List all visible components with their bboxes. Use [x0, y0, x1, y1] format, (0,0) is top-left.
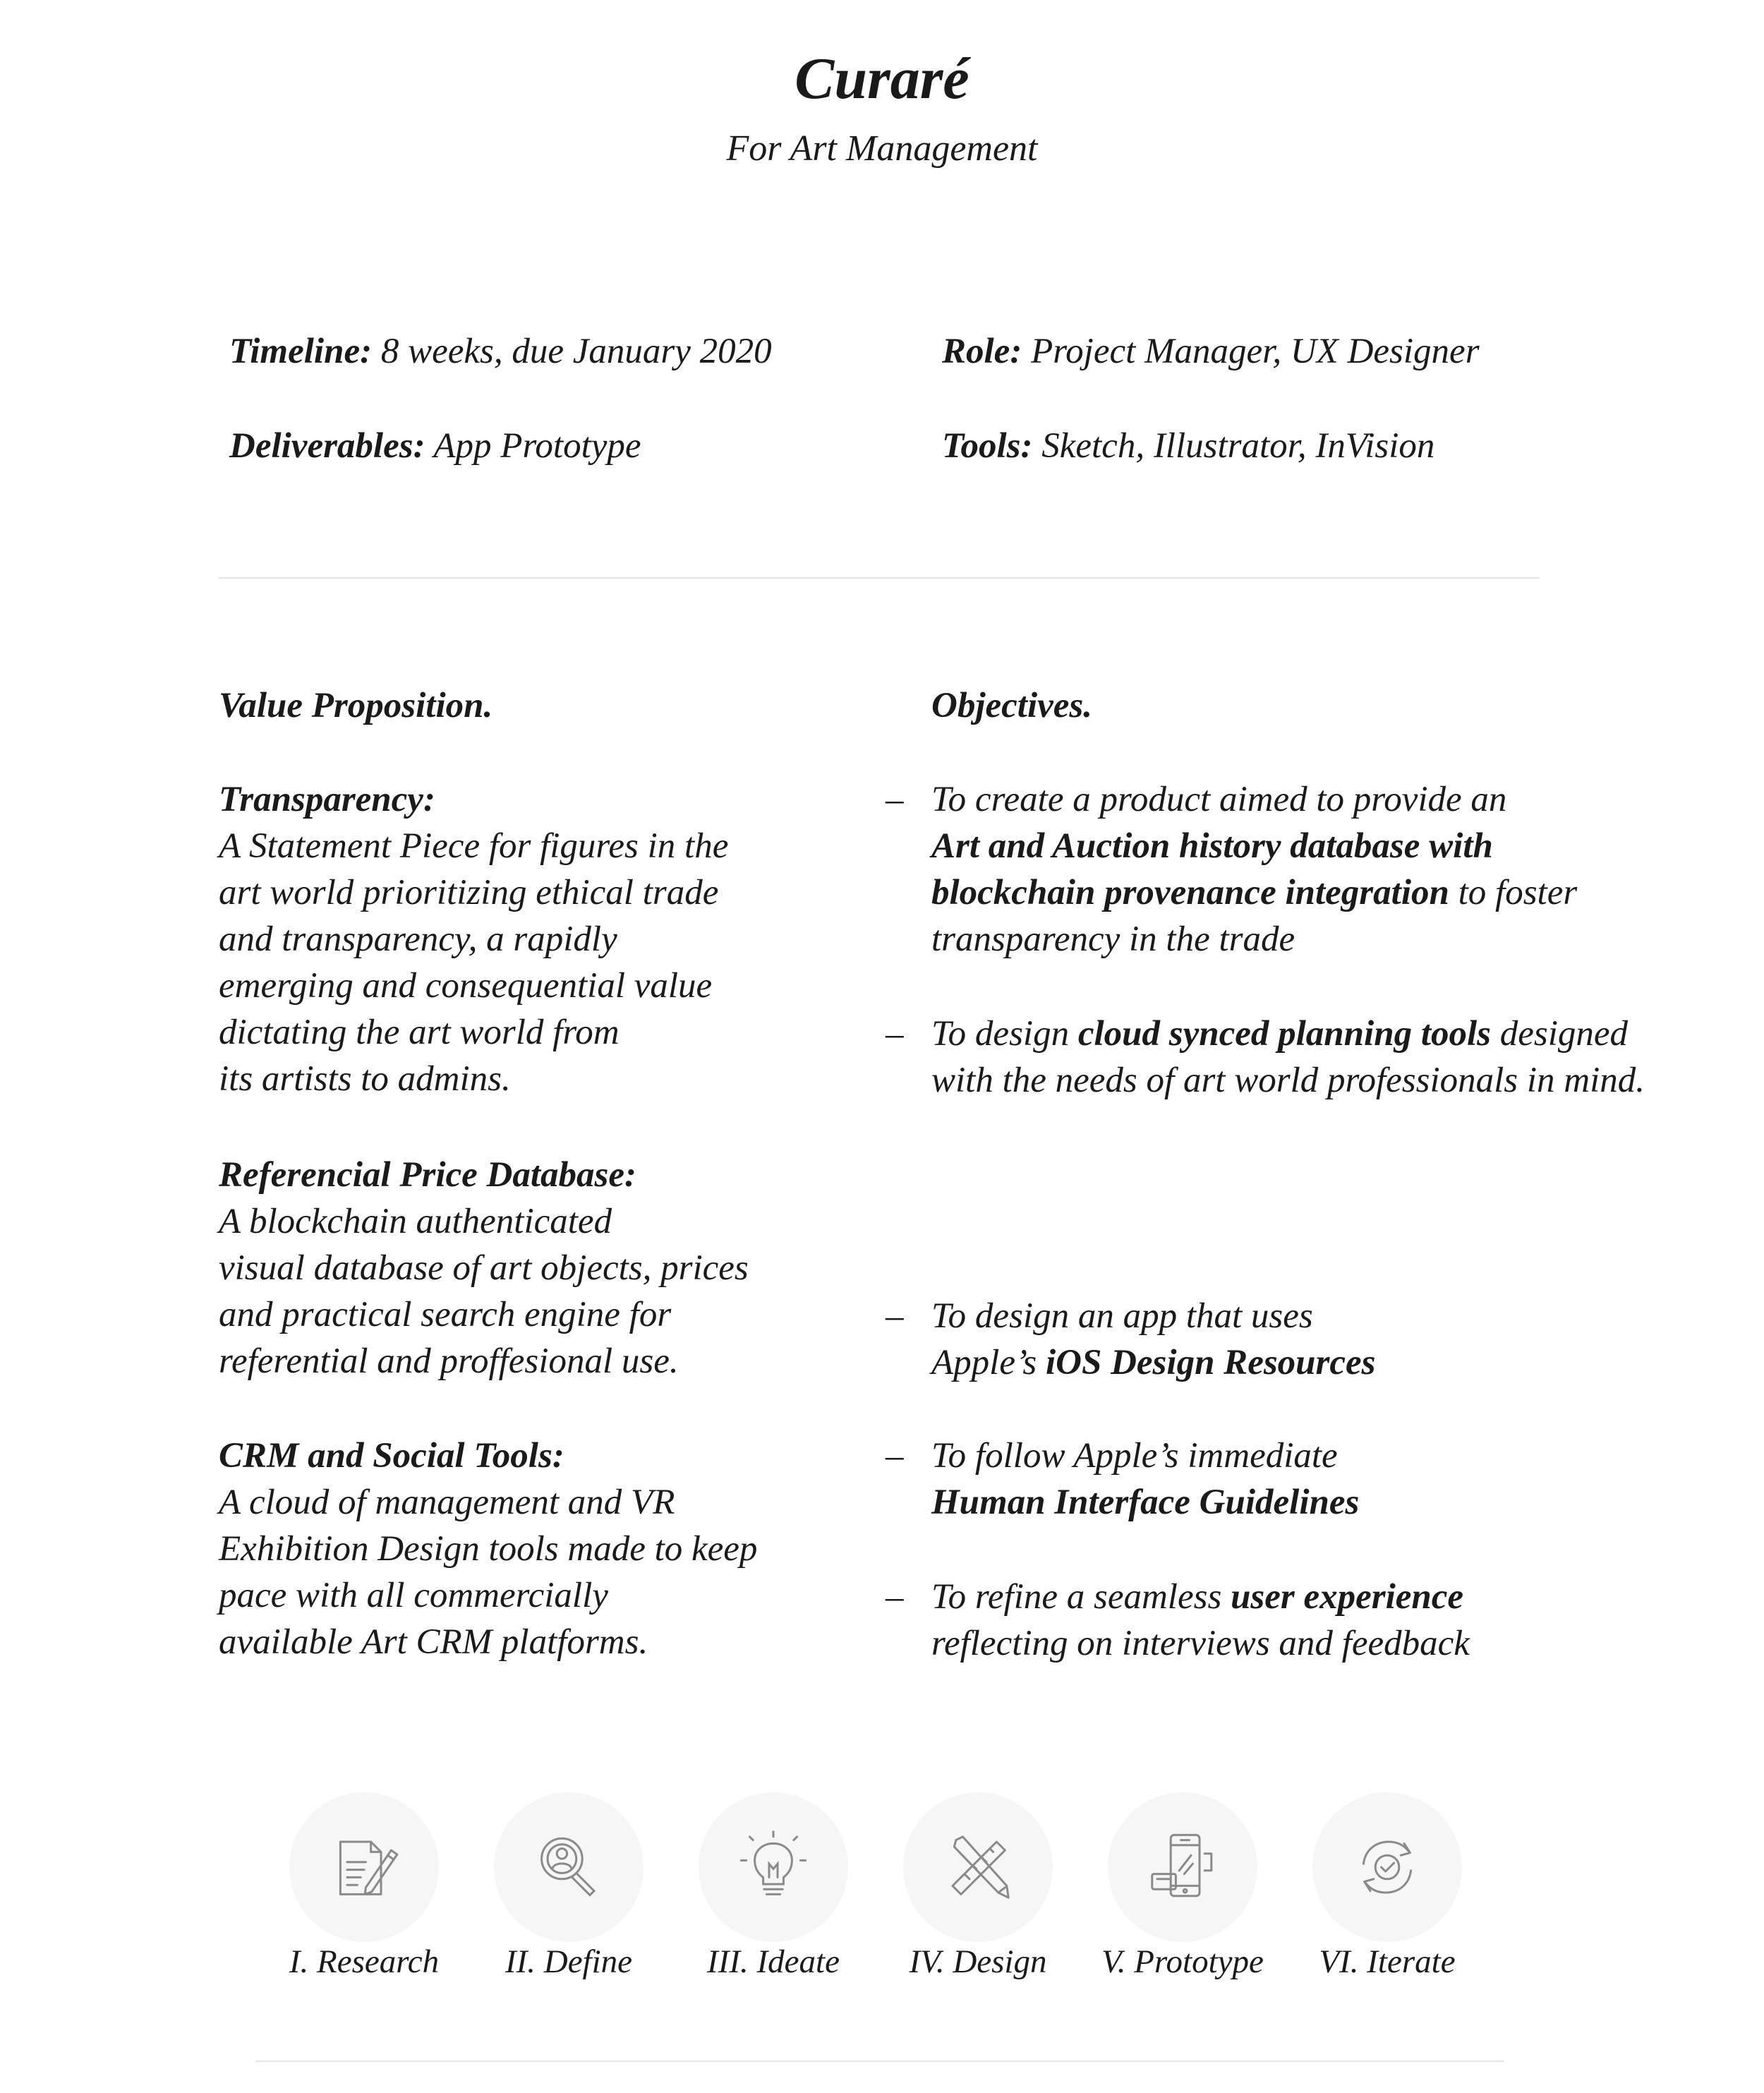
cycle-check-icon	[1345, 1825, 1430, 1910]
objective-dash: –	[886, 1436, 904, 1476]
objectives-heading: Objectives.	[931, 686, 1092, 725]
meta-tools	[942, 425, 1434, 468]
meta-role-label: Role:	[942, 332, 1022, 371]
objective-text: To design	[931, 1014, 1078, 1054]
value-block-line: emerging and consequential value	[219, 966, 713, 1006]
objective-line: transparency in the trade	[931, 919, 1295, 959]
meta-timeline-value: 8 weeks, due January 2020	[372, 332, 772, 371]
objective-bold: Art and Auction history database with	[931, 826, 1493, 866]
step-label-ideate: III. Ideate	[707, 1943, 840, 1980]
objective-item-3	[931, 1293, 1376, 1386]
value-block-line: visual database of art objects, prices	[219, 1248, 749, 1288]
objective-bold: iOS Design Resources	[1045, 1343, 1376, 1382]
objective-dash: –	[886, 1014, 904, 1054]
value-block-line: and practical search engine for	[219, 1295, 672, 1334]
step-ideate	[699, 1792, 848, 1942]
document-pencil-icon	[322, 1825, 406, 1910]
step-label-research: I. Research	[289, 1943, 440, 1980]
devices-icon	[1140, 1825, 1225, 1910]
value-block-line: dictating the art world from	[219, 1013, 620, 1052]
value-block-line: available Art CRM platforms.	[219, 1622, 648, 1662]
divider-bottom	[255, 2061, 1504, 2062]
value-block-line: pace with all commercially	[219, 1576, 608, 1615]
step-label-iterate: VI. Iterate	[1319, 1943, 1456, 1980]
step-iterate	[1312, 1792, 1462, 1942]
objective-text: to foster	[1449, 873, 1578, 912]
value-block-line: A Statement Piece for figures in the	[219, 826, 729, 866]
value-block-line: A blockchain authenticated	[219, 1202, 612, 1241]
meta-deliverables-label: Deliverables:	[229, 426, 425, 466]
value-proposition-heading: Value Proposition.	[219, 686, 493, 725]
value-block-line: Exhibition Design tools made to keep	[219, 1529, 758, 1569]
value-block-line: art world prioritizing ethical trade	[219, 873, 719, 912]
meta-deliverables	[229, 425, 641, 468]
meta-role-value: Project Manager, UX Designer	[1022, 332, 1480, 371]
lightbulb-icon	[731, 1825, 816, 1910]
meta-role	[942, 330, 1480, 373]
page-title: Curaré	[795, 46, 969, 111]
objective-bold: blockchain provenance integration	[931, 873, 1449, 912]
objective-bold: cloud synced planning tools	[1077, 1014, 1491, 1054]
objective-text: To refine a seamless	[931, 1577, 1231, 1617]
value-block-line: and transparency, a rapidly	[219, 919, 617, 959]
meta-timeline	[229, 330, 772, 373]
objective-item-2	[931, 1011, 1645, 1104]
objective-text: designed	[1491, 1014, 1629, 1054]
meta-tools-value: Sketch, Illustrator, InVision	[1032, 426, 1435, 466]
objective-line: with the needs of art world professionals in mind.	[931, 1061, 1645, 1100]
objective-item-5	[931, 1574, 1470, 1667]
value-block-crm	[219, 1432, 757, 1665]
magnifier-user-icon	[526, 1825, 611, 1910]
meta-timeline-label: Timeline:	[229, 332, 373, 371]
step-define	[494, 1792, 644, 1942]
objective-bold: user experience	[1231, 1577, 1464, 1617]
step-prototype	[1108, 1792, 1257, 1942]
value-block-line: its artists to admins.	[219, 1059, 511, 1099]
value-block-title: Referencial Price Database:	[219, 1155, 637, 1195]
objective-item-4	[931, 1432, 1359, 1526]
objective-bold: Human Interface Guidelines	[931, 1483, 1360, 1522]
page-subtitle: For Art Management	[726, 128, 1038, 169]
objective-text: Apple’s	[931, 1343, 1046, 1382]
value-block-title: Transparency:	[219, 780, 435, 819]
step-research	[289, 1792, 439, 1942]
divider-top	[219, 577, 1540, 579]
value-block-transparency	[219, 776, 728, 1102]
value-block-price-database	[219, 1152, 749, 1385]
value-block-title: CRM and Social Tools:	[219, 1436, 564, 1476]
step-design	[903, 1792, 1053, 1942]
objective-line: To follow Apple’s immediate	[931, 1436, 1338, 1476]
objective-dash: –	[886, 1577, 904, 1617]
step-label-design: IV. Design	[909, 1943, 1047, 1980]
meta-tools-label: Tools:	[942, 426, 1033, 466]
value-block-line: A cloud of management and VR	[219, 1483, 675, 1522]
objective-line: To design an app that uses	[931, 1296, 1313, 1336]
objective-line: To create a product aimed to provide an	[931, 780, 1507, 819]
step-label-prototype: V. Prototype	[1101, 1943, 1264, 1980]
ruler-pencil-icon	[936, 1825, 1020, 1910]
objective-dash: –	[886, 1296, 904, 1336]
objective-dash: –	[886, 780, 904, 819]
value-block-line: referential and proffesional use.	[219, 1341, 679, 1381]
objective-item-1	[931, 776, 1577, 963]
objective-line: reflecting on interviews and feedback	[931, 1624, 1470, 1663]
meta-deliverables-value: App Prototype	[425, 426, 641, 466]
step-label-define: II. Define	[505, 1943, 633, 1980]
